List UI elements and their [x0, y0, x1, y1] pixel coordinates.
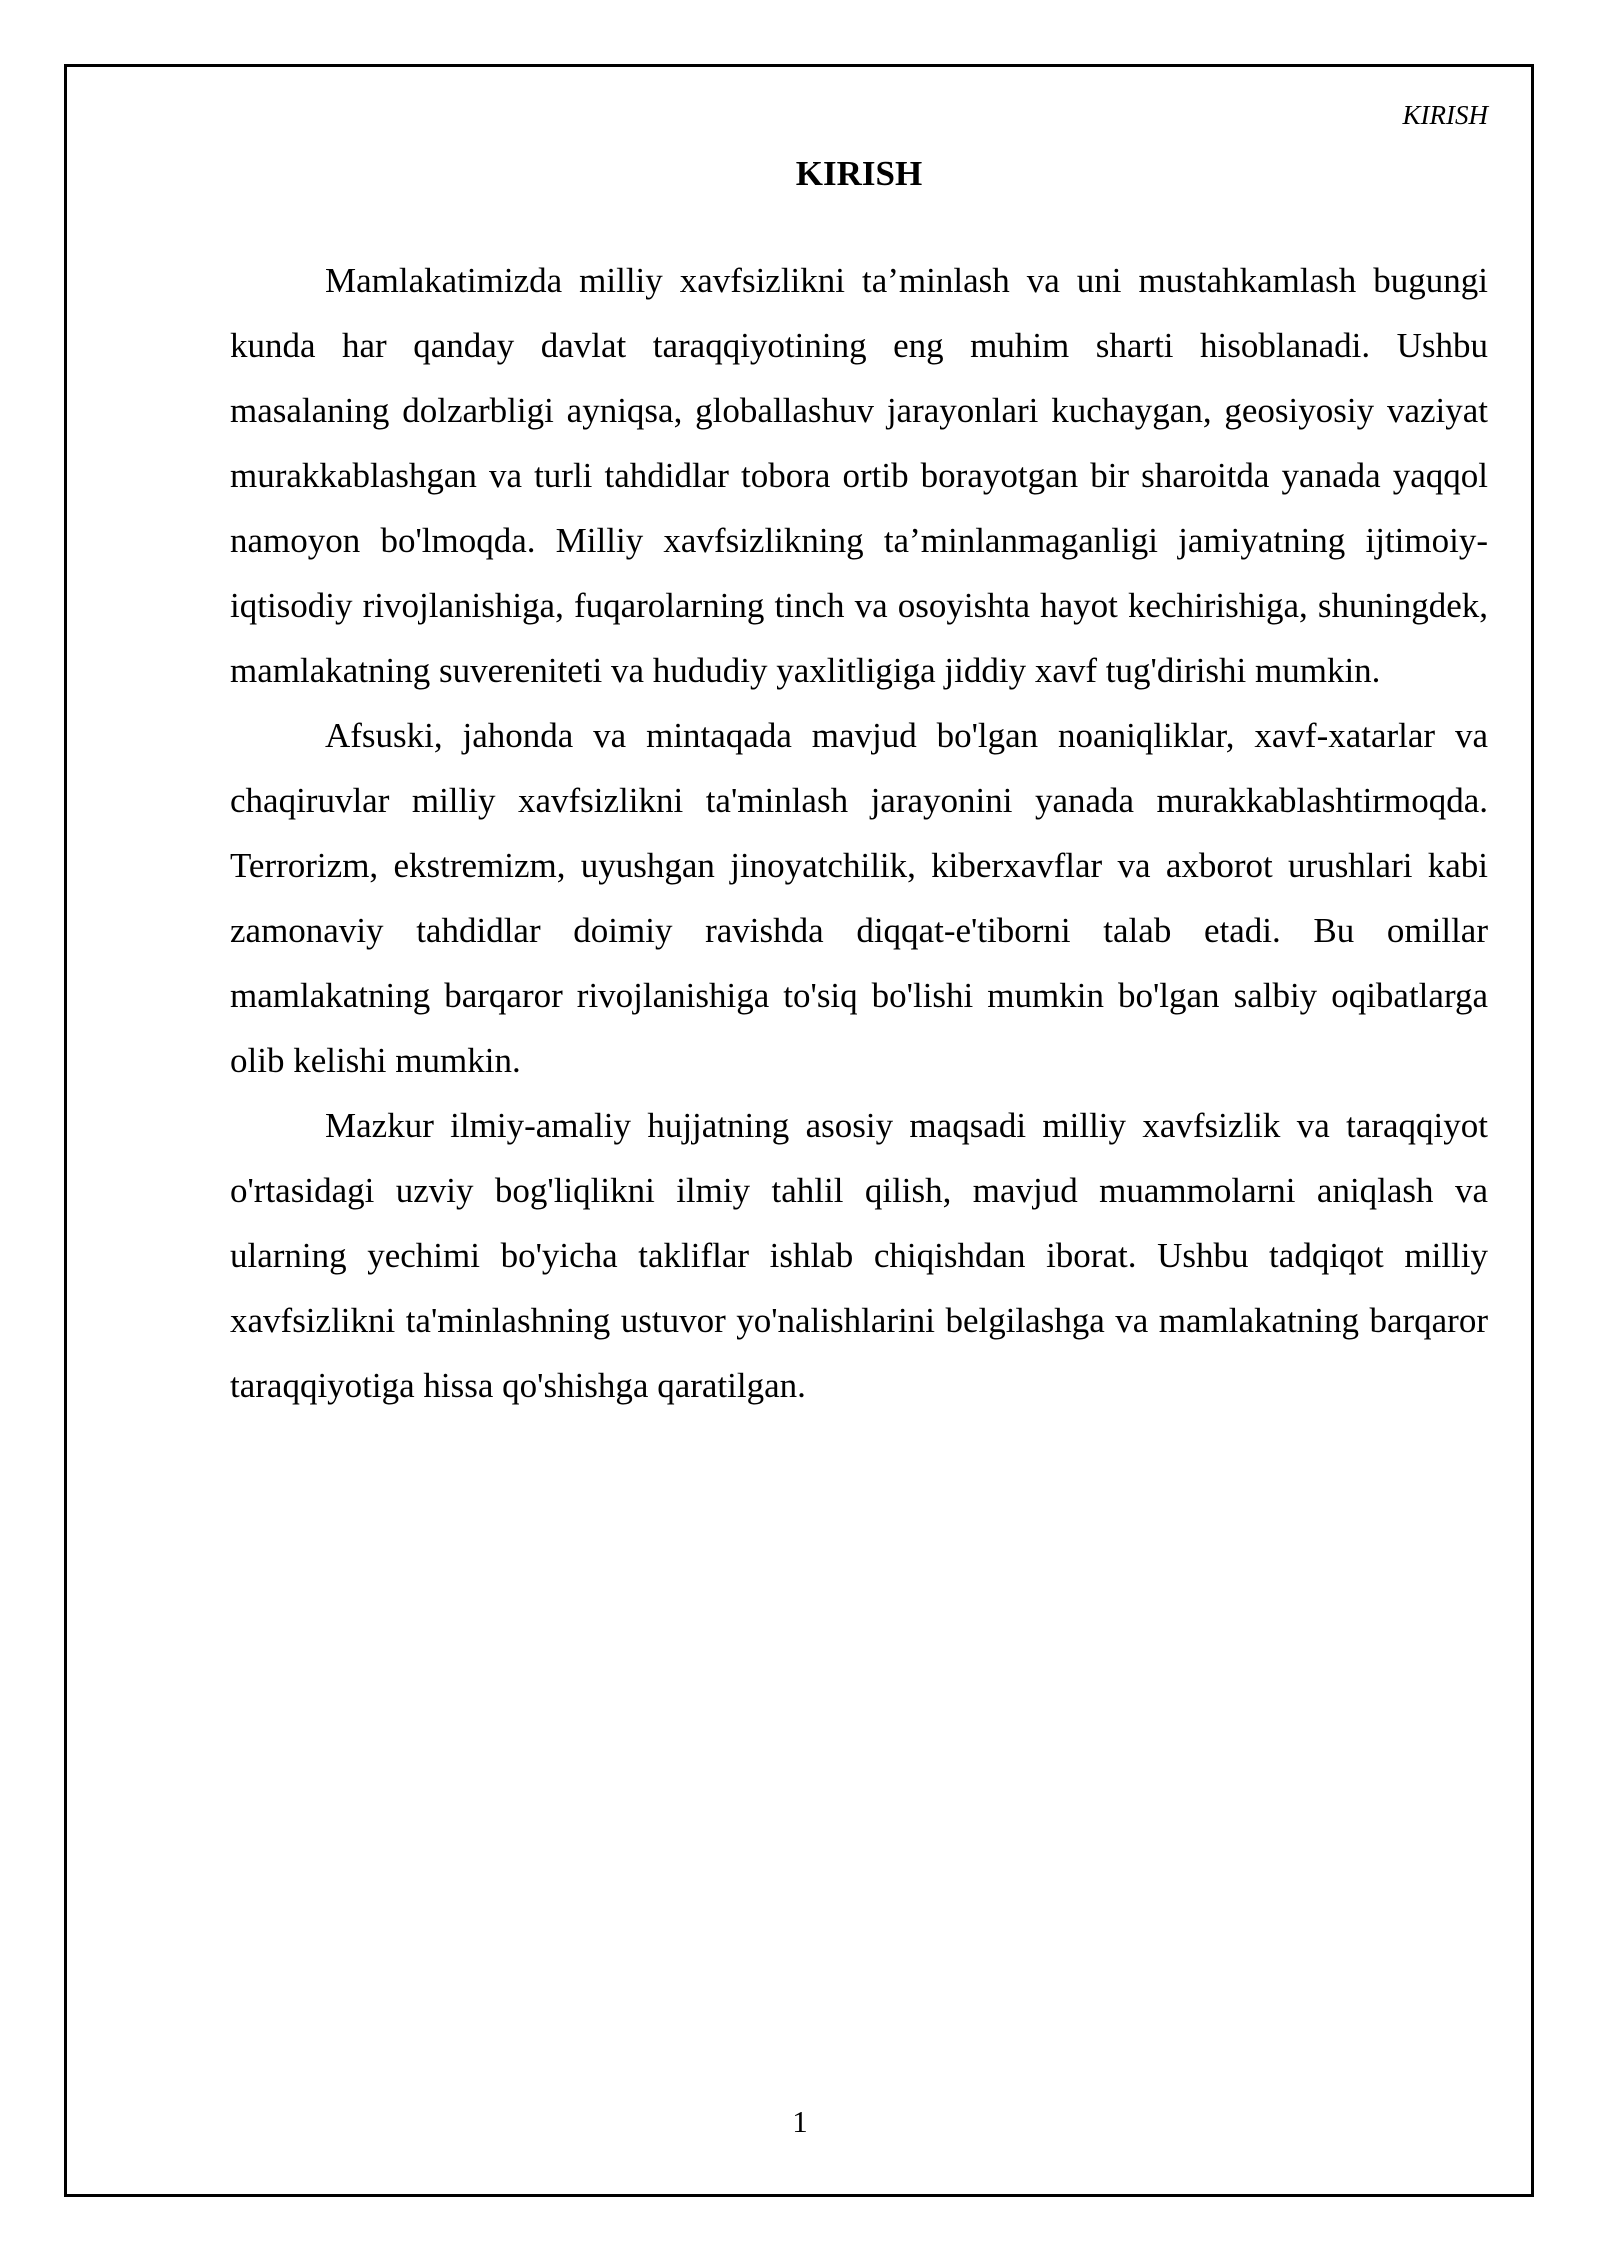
paragraph-3: Mazkur ilmiy-amaliy hujjatning asosiy maqsadi milliy xavfsizlik va taraqqiyot o'rtasidagi uzviy bog'liqlikni ilmiy tahlil qilish, mavjud muammolarni aniqlash va ularning yechimi bo'yicha takliflar ishlab chiqishdan iborat. Ushbu tadqiqot milliy xavfsizlikni ta'minlashning ustuvor yo'nalishlarini belgilashga va mamlakatning barqaror taraqqiyotiga hissa qo'shishga qaratilgan.: [230, 1106, 1488, 1405]
running-header: KIRISH: [1402, 100, 1488, 130]
body-text: [230, 248, 1488, 1418]
paragraph-2: Afsuski, jahonda va mintaqada mavjud bo'lgan noaniqliklar, xavf-xatarlar va chaqiruvlar milliy xavfsizlikni ta'minlash jarayonini yanada murakkablashtirmoqda. Terrorizm, ekstremizm, uyushgan jinoyatchilik, kiberxavflar va axborot urushlari kabi zamonaviy tahdidlar doimiy ravishda diqqat-e'tiborni talab etadi. Bu omillar mamlakatning barqaror rivojlanishiga to'siq bo'lishi mumkin bo'lgan salbiy oqibatlarga olib kelishi mumkin.: [230, 716, 1488, 1080]
page-number: 1: [792, 2104, 808, 2139]
paragraph-1: Mamlakatimizda milliy xavfsizlikni ta’minlash va uni mustahkamlash bugungi kunda har qanday davlat taraqqiyotining eng muhim sharti hisoblanadi. Ushbu masalaning dolzarbligi ayniqsa, globallashuv jarayonlari kuchaygan, geosiyosiy vaziyat murakkablashgan va turli tahdidlar tobora ortib borayotgan bir sharoitda yanada yaqqol namoyon bo'lmoqda. Milliy xavfsizlikning ta’minlanmaganligi jamiyatning ijtimoiy-iqtisodiy rivojlanishiga, fuqarolarning tinch va osoyishta hayot kechirishiga, shuningdek, mamlakatning suvereniteti va hududiy yaxlitligiga jiddiy xavf tug'dirishi mumkin.: [230, 261, 1488, 690]
page-title: KIRISH: [795, 154, 923, 193]
